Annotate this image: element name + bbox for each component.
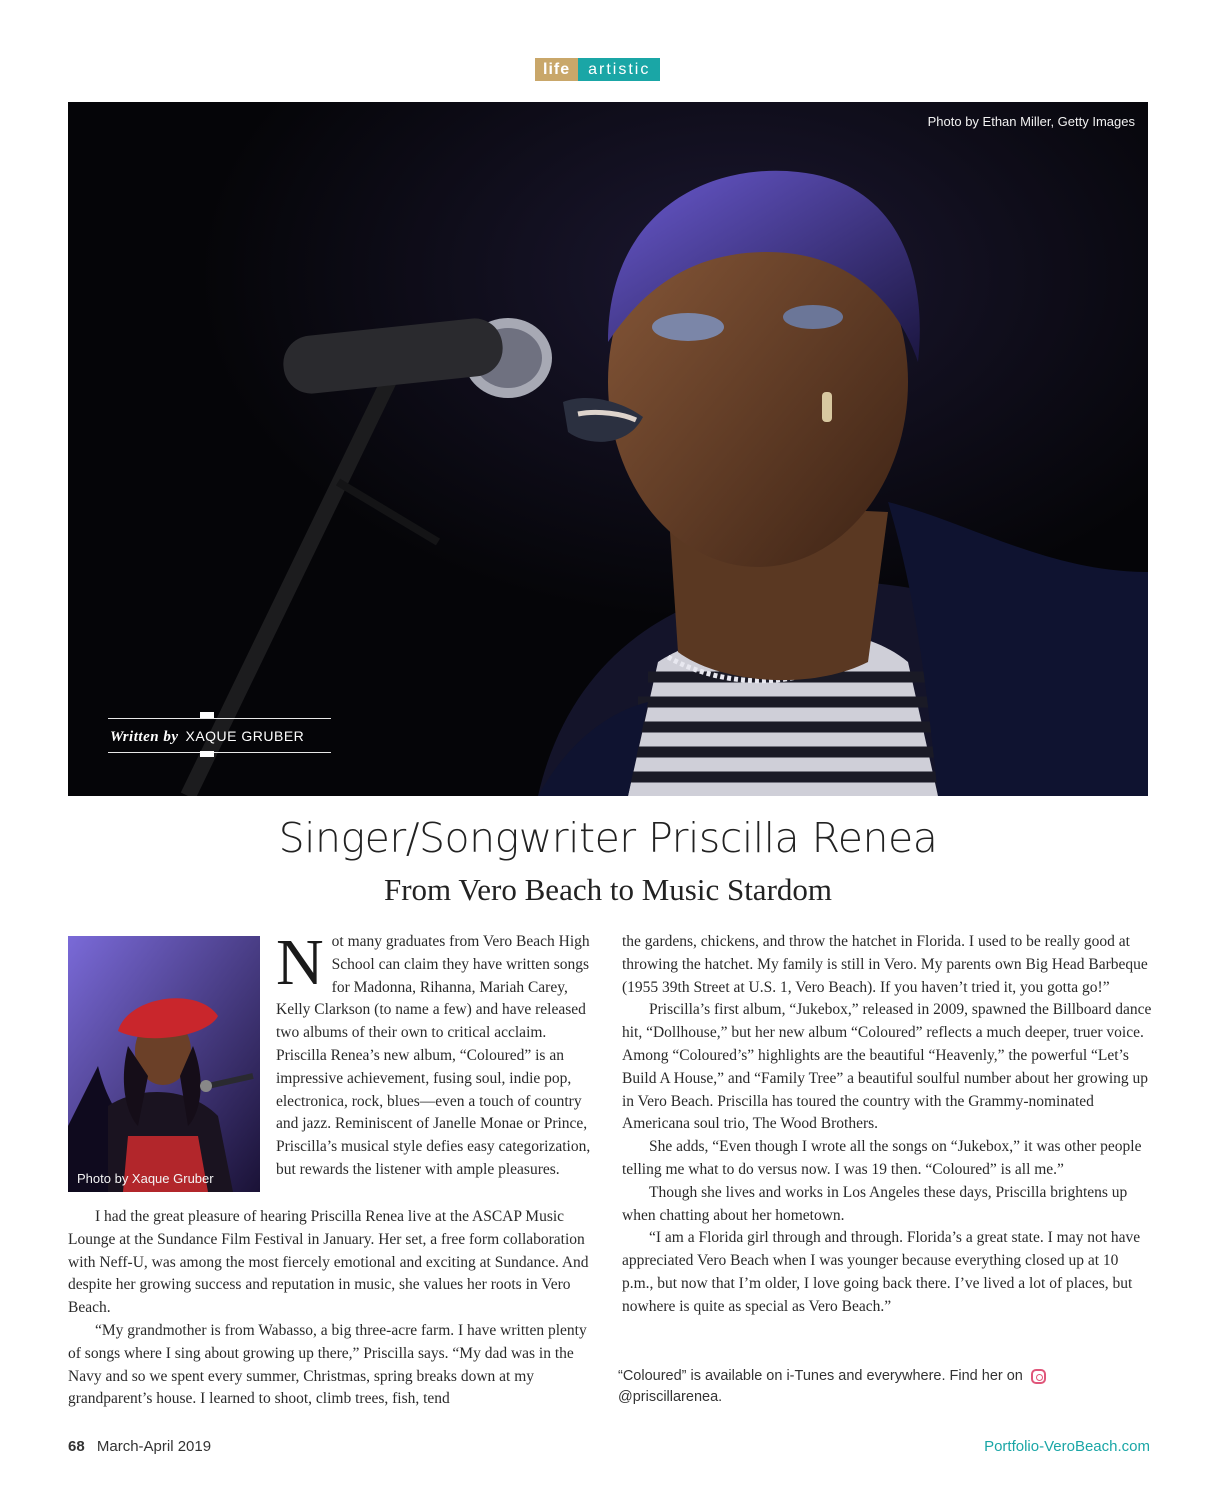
inset-photo-credit: Photo by Xaque Gruber [77,1171,214,1186]
hero-illustration [68,102,1148,796]
hero-photo [68,102,1148,796]
article-paragraph-3: “My grandmother is from Wabasso, a big three-acre farm. I have written plenty of songs where I sing about growing up there,” Priscilla says. “My dad was in the Navy and so we spent every summer, Christmas, spring breaks down at my grandparent’s house. I learned to shoot, climb trees, fish, tend [68,1321,587,1408]
paragraph-1-text: ot many graduates from Vero Beach High School can claim they have written songs for Madonna, Rihanna, Mariah Carey, Kelly Clarkson (to name a few) and have released two albums of their own to critical acclaim. Priscilla Renea’s new album, “Coloured” is an impressive achievement, fusing soul, indie pop, electronica, rock, blues—even a touch of country and jazz. Reminiscent of Janelle Monae or Prince, Priscilla’s musical style defies easy categorization, but rewards the listener with ample pleasures. [276,933,591,1178]
section-tag [535,58,660,81]
byline-rule-bottom [108,752,331,753]
article-column-1-lower [68,1206,593,1411]
instagram-handle[interactable]: @priscillarenea. [618,1389,723,1405]
byline-author: XAQUE GRUBER [185,728,305,744]
inset-illustration [68,936,260,1192]
byline-text [110,728,304,746]
closing-note [618,1366,1148,1408]
byline-rule-top [108,718,331,719]
footer-site-link[interactable]: Portfolio-VeroBeach.com [984,1438,1150,1455]
byline-tick-top [200,712,214,718]
article-paragraph-1 [276,926,596,1182]
byline-tick-bottom [200,751,214,757]
article-column-2 [622,931,1152,1319]
article-paragraph-7: “I am a Florida girl through and through. Florida’s a great state. I may not have appreciated Vero Beach when I was younger because everything closed up at 10 p.m., but now that I’m older, I love going back there. I’ve lived a lot of places, but nowhere is quite as special as Vero Beach.” [622,1229,1141,1315]
inset-photo [68,936,260,1192]
byline-label: Written by [110,729,179,745]
article-subtitle: From Vero Beach to Music Stardom [383,872,833,907]
article-paragraph-4: Priscilla’s first album, “Jukebox,” released in 2009, spawned the Billboard dance hit, “Dollhouse,” but her new album “Coloured” reflects a much deeper, truer voice. Among “Coloured’s” highlights are the beautiful “Heavenly,” the powerful “Let’s Build A House,” and “Family Tree” a beautiful soulful number about her growing up in Vero Beach. Priscilla has toured the country with the Grammy-nominated Americana soul trio, The Wood Brothers. [622,1001,1152,1133]
article-title: Singer/Songwriter Priscilla Renea [278,814,938,862]
instagram-icon[interactable] [1031,1369,1046,1384]
article-column-1 [276,926,596,1182]
dropcap: N [276,926,324,999]
issue-date: March-April 2019 [96,1438,212,1455]
hero-photo-credit: Photo by Ethan Miller, Getty Images [927,114,1135,129]
article-paragraph-6: Though she lives and works in Los Angeles these days, Priscilla brightens up when chatting about her hometown. [622,1183,1128,1224]
page-number: 68 [68,1438,85,1455]
article-paragraph-5: She adds, “Even though I wrote all the songs on “Jukebox,” it was other people telling me what to do versus now. I was 19 then. “Coloured” is all me.” [622,1138,1142,1178]
byline [108,714,331,760]
closing-note-text: “Coloured” is available on i-Tunes and everywhere. Find her on [618,1368,1023,1384]
footer-left [68,1438,211,1455]
article-paragraph-3-continued: the gardens, chickens, and throw the hatchet in Florida. I used to be really good at throwing the hatchet. My family is still in Vero. My parents own Big Head Barbeque (1955 39th Street at U.S. 1, Vero Beach). If you haven’t tried it, you gotta go!” [622,933,1148,996]
article-paragraph-2: I had the great pleasure of hearing Priscilla Renea live at the ASCAP Music Lounge at the Sundance Film Festival in January. Her set, a free form collaboration with Neff-U, was among the most fiercely emotional and exciting at Sundance. And despite her growing success and reputation in music, she values her roots in Vero Beach. [68,1208,589,1317]
section-tag-secondary: artistic [578,58,660,81]
section-tag-primary: life [535,58,578,81]
